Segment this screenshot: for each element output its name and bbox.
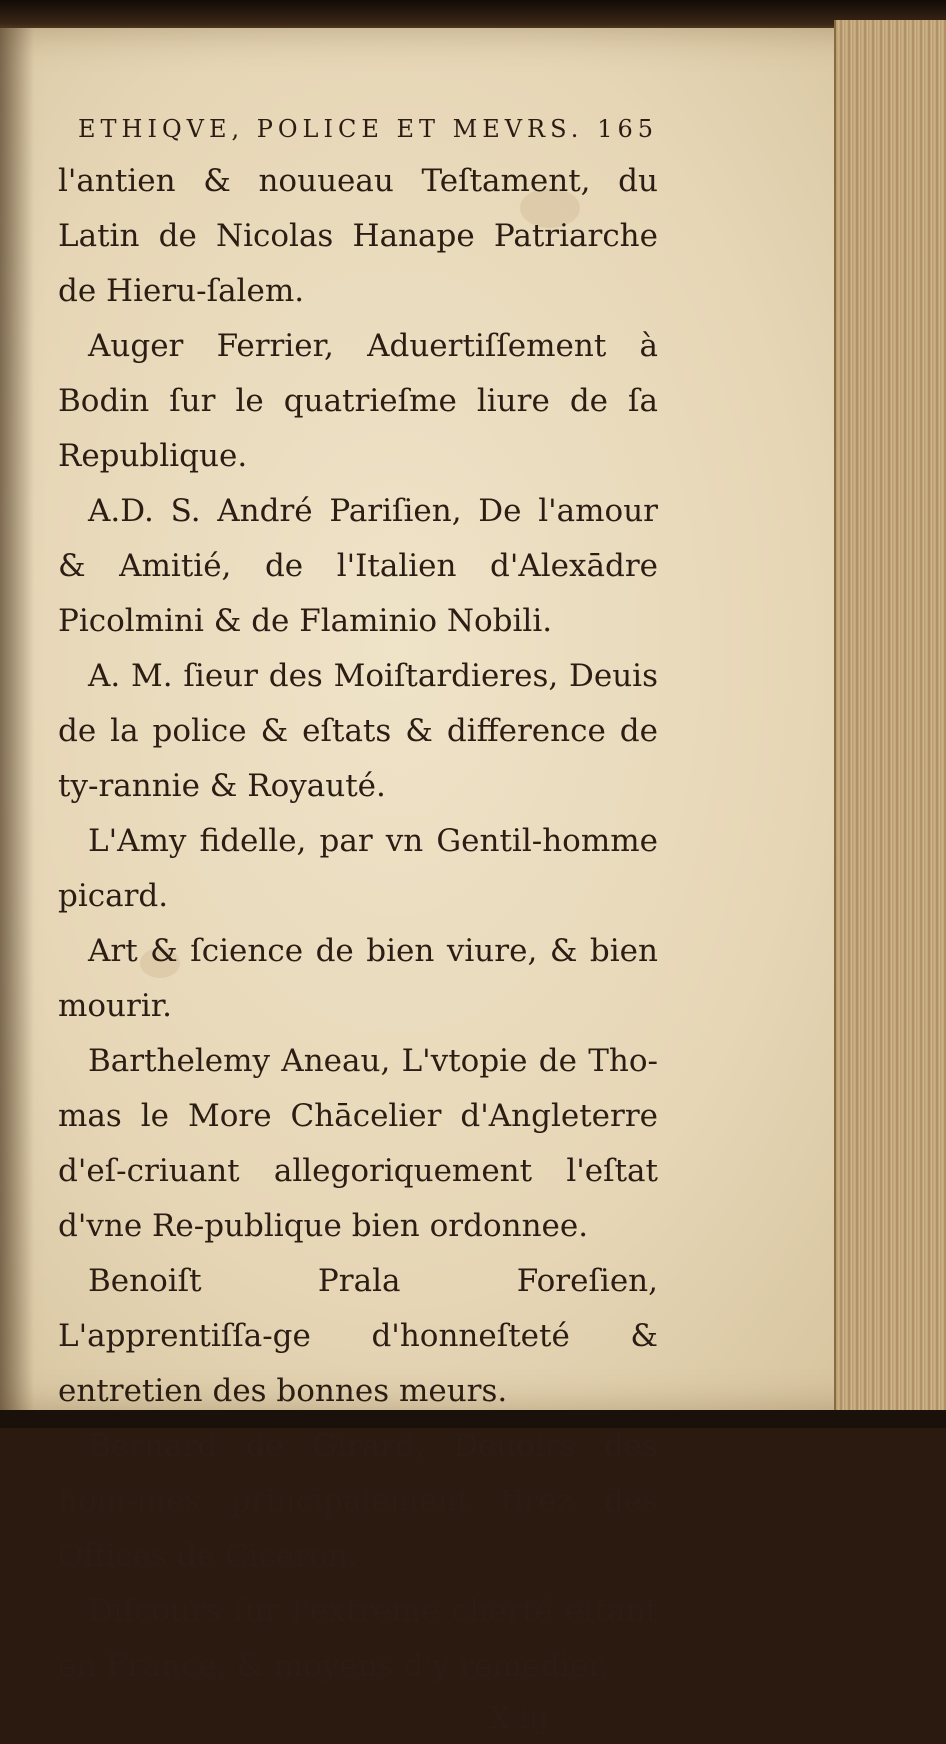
running-head-title: ETHIQVE, POLICE ET MEVRS. <box>78 115 584 143</box>
signature-mark: X iij <box>488 1701 548 1736</box>
page-number: 165 <box>597 115 658 143</box>
book-bottom-edge <box>0 1410 946 1428</box>
entry-1: l'antien & nouueau Teſtament, du Latin de Nicolas Hanape Patriarche de Hieru-ſalem. <box>58 163 658 309</box>
entry-7: Barthelemy Aneau, L'vtopie de Tho-mas le More Chācelier d'Angleterre d'eſ-criuant allegoriquement l'eſtat d'vne Re-publique bien ordonnee. <box>58 1043 658 1244</box>
entry-10: Diſcours ſur l'extreme cherté eſtant en France, & moyens d'y remedier. <box>58 1593 658 1684</box>
page-edges <box>834 20 946 1415</box>
entry-4: A. M. ſieur des Moiſtardieres, Deuis de la police & eſtats & difference de ty-rannie & Royauté. <box>58 658 658 804</box>
text-block <box>58 108 658 1744</box>
entry-8: Benoiſt Prala Foreſien, L'apprentiſſa-ge d'honneſteté & entretien des bonnes meurs. <box>58 1263 658 1409</box>
entry-5: L'Amy fidelle, par vn Gentil-homme picard. <box>58 823 658 914</box>
entry-6: Art & ſcience de bien viure, & bien mourir. <box>58 933 658 1024</box>
entry-2: Auger Ferrier, Aduertiſſement à Bodin ſur le quatrieſme liure de ſa Republique. <box>58 328 658 474</box>
entry-9: Bernard de Girard, Deuoirs des hom-mes principalement tirez des Offices de Ciceron. <box>58 1428 658 1574</box>
spine-shadow <box>0 28 34 1413</box>
running-head <box>78 108 658 150</box>
entry-3: A.D. S. André Pariſien, De l'amour & Amitié, de l'Italien d'Alexādre Picolmini & de Flaminio Nobili. <box>58 493 658 639</box>
